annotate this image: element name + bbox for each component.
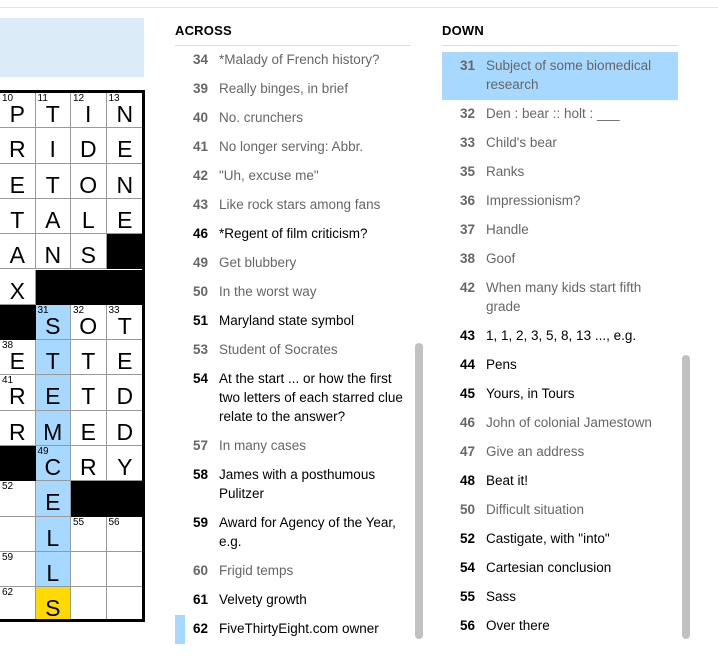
clue-number: 55 <box>459 588 475 604</box>
clue-number: 49 <box>192 254 208 270</box>
clue-text: *Regent of film criticism? <box>219 225 368 241</box>
grid-cell[interactable] <box>36 199 72 234</box>
across-clue-50[interactable] <box>175 278 411 307</box>
across-scrollbar[interactable] <box>415 343 423 639</box>
cell-letter: Y <box>117 454 133 480</box>
grid-cell-black <box>107 234 145 269</box>
across-clue-59[interactable] <box>175 509 411 557</box>
clue-text: Yours, in Tours <box>486 385 575 401</box>
clue-number: 46 <box>459 414 475 430</box>
cell-number: 10 <box>2 93 14 104</box>
cell-letter: I <box>49 136 56 163</box>
clue-number: 46 <box>192 225 208 241</box>
grid-cell[interactable] <box>71 305 107 340</box>
grid-cell-black <box>36 270 72 305</box>
grid-cell[interactable] <box>36 552 72 587</box>
down-clue-42[interactable] <box>442 274 678 322</box>
across-clue-62[interactable] <box>175 615 411 644</box>
clue-number: 42 <box>192 167 208 183</box>
clue-number: 44 <box>459 356 475 372</box>
cell-letter: R <box>8 383 26 410</box>
grid-cell[interactable] <box>36 446 72 481</box>
clue-number: 41 <box>192 138 208 154</box>
clue-text: Pens <box>486 356 517 372</box>
grid-cell[interactable] <box>36 128 72 163</box>
clue-number: 45 <box>459 385 475 401</box>
grid-cell[interactable] <box>71 199 107 234</box>
grid-cell[interactable] <box>71 164 107 199</box>
cell-letter: E <box>117 348 133 375</box>
cell-number: 59 <box>2 551 14 563</box>
down-clue-38[interactable] <box>442 245 678 274</box>
clue-text: Difficult situation <box>486 501 585 517</box>
grid-cell[interactable] <box>107 128 145 163</box>
clue-text: In many cases <box>219 437 307 453</box>
cell-letter: T <box>81 348 96 375</box>
current-clue-banner <box>0 18 144 77</box>
clue-number: 32 <box>459 105 475 121</box>
cell-number: 33 <box>108 304 120 316</box>
clue-text: Maryland state symbol <box>219 312 355 328</box>
cell-number: 31 <box>37 304 49 316</box>
clue-number: 43 <box>192 196 208 212</box>
grid-cell[interactable] <box>36 481 72 516</box>
down-clue-35[interactable] <box>442 158 678 187</box>
down-clue-36[interactable] <box>442 187 678 216</box>
cell-letter: T <box>45 348 60 375</box>
down-clue-46[interactable] <box>442 409 678 438</box>
clue-number: 51 <box>192 312 208 328</box>
grid-cell[interactable] <box>71 552 107 587</box>
cell-number: 52 <box>2 481 14 493</box>
clue-number: 38 <box>459 250 475 266</box>
clue-text: 1, 1, 2, 3, 5, 8, 13 ..., e.g. <box>486 327 637 343</box>
grid-cell[interactable] <box>107 93 145 128</box>
cell-number: 38 <box>2 340 14 352</box>
down-clue-45[interactable] <box>442 380 678 409</box>
grid-cell[interactable] <box>71 587 107 622</box>
across-clue-51[interactable] <box>175 307 411 336</box>
cell-letter: S <box>45 595 61 622</box>
clue-text: Get blubbery <box>219 254 297 270</box>
grid-cell-black <box>0 446 36 481</box>
grid-cell[interactable] <box>36 305 72 340</box>
grid-cell[interactable] <box>71 411 107 446</box>
down-clue-32[interactable] <box>442 100 678 129</box>
clue-number: 54 <box>459 559 475 575</box>
cell-letter: X <box>9 277 25 304</box>
clue-text: Handle <box>486 221 529 237</box>
cell-letter: E <box>9 348 25 375</box>
clue-number: 50 <box>192 283 208 299</box>
grid-cell[interactable] <box>0 128 36 163</box>
cell-letter: L <box>46 559 60 586</box>
down-clue-list <box>442 52 678 657</box>
clue-text: At the start ... or how the first two letters of each starred clue relate to the answer? <box>219 370 403 424</box>
down-clue-50[interactable] <box>442 496 678 525</box>
cell-number: 41 <box>2 375 14 387</box>
grid-cell[interactable] <box>0 375 36 410</box>
cell-letter: D <box>116 418 134 445</box>
cell-number: 11 <box>37 93 48 104</box>
cell-number: 12 <box>73 93 85 104</box>
across-clue-41[interactable] <box>175 133 411 162</box>
across-clue-34[interactable] <box>175 46 411 75</box>
grid-cell[interactable] <box>0 552 36 587</box>
grid-cell[interactable] <box>0 270 36 305</box>
grid-cell-black <box>107 481 145 516</box>
cell-number: 13 <box>108 93 120 104</box>
grid-cell[interactable] <box>0 411 36 446</box>
clue-text: Cartesian conclusion <box>486 559 612 575</box>
down-clue-48[interactable] <box>442 467 678 496</box>
cell-number: 62 <box>2 587 14 599</box>
grid-cell[interactable] <box>71 340 107 375</box>
cell-letter: N <box>116 101 134 127</box>
clue-number: 57 <box>192 437 208 453</box>
grid-cell[interactable] <box>71 128 107 163</box>
clue-text: Frigid temps <box>219 562 294 578</box>
grid-cell-black <box>71 270 107 305</box>
cell-letter: T <box>10 206 25 233</box>
clue-number: 43 <box>459 327 475 343</box>
clue-number: 53 <box>192 341 208 357</box>
crossword-grid <box>0 90 145 622</box>
cell-letter: E <box>80 418 96 445</box>
cell-letter: T <box>45 171 60 198</box>
cell-letter: L <box>46 524 60 551</box>
clue-text: When many kids start fifth grade <box>486 279 642 314</box>
cell-letter: C <box>44 454 62 480</box>
cell-letter: R <box>8 418 26 445</box>
clue-text: Child's bear <box>486 134 557 150</box>
across-clue-39[interactable] <box>175 75 411 104</box>
down-clue-44[interactable] <box>442 351 678 380</box>
cell-letter: A <box>9 242 25 269</box>
down-clue-43[interactable] <box>442 322 678 351</box>
grid-cell[interactable] <box>71 375 107 410</box>
grid-cell[interactable] <box>0 164 36 199</box>
cell-letter: T <box>117 312 132 339</box>
grid-cell[interactable] <box>36 164 72 199</box>
down-divider <box>442 45 678 46</box>
clue-text: Student of Socrates <box>219 341 338 357</box>
across-clue-list <box>175 46 411 651</box>
down-clue-37[interactable] <box>442 216 678 245</box>
cell-letter: E <box>9 171 25 198</box>
down-clue-56[interactable] <box>442 612 678 641</box>
clue-number: 48 <box>459 472 475 488</box>
grid-cell[interactable] <box>0 340 36 375</box>
across-clue-54[interactable] <box>175 365 411 432</box>
across-clue-57[interactable] <box>175 432 411 461</box>
down-clue-31[interactable] <box>442 52 678 100</box>
clue-text: Velvety growth <box>219 591 307 607</box>
clue-text: Really binges, in brief <box>219 80 349 96</box>
cell-letter: I <box>85 101 92 127</box>
grid-cell[interactable] <box>71 234 107 269</box>
clue-number: 52 <box>459 530 475 546</box>
clue-text: Den : bear :: holt : ___ <box>486 105 620 121</box>
grid-cell[interactable] <box>0 234 36 269</box>
clue-text: Over there <box>486 617 550 633</box>
grid-cell-black <box>71 481 107 516</box>
clue-number: 37 <box>459 221 475 237</box>
cell-letter: O <box>79 312 98 339</box>
cell-letter: E <box>117 136 133 163</box>
grid-cell[interactable] <box>107 587 145 622</box>
cell-letter: R <box>8 136 26 163</box>
cell-letter: L <box>81 206 95 233</box>
grid-cell[interactable] <box>0 517 36 552</box>
cell-letter: E <box>117 206 133 233</box>
down-clue-52[interactable] <box>442 525 678 554</box>
clue-text: Sass <box>486 588 517 604</box>
cell-letter: T <box>81 383 96 410</box>
cell-letter: R <box>79 454 97 480</box>
clue-number: 60 <box>192 562 208 578</box>
clue-number: 40 <box>192 109 208 125</box>
grid-cell[interactable] <box>36 234 72 269</box>
across-clue-53[interactable] <box>175 336 411 365</box>
grid-cell[interactable] <box>0 199 36 234</box>
down-clue-47[interactable] <box>442 438 678 467</box>
clue-text: Award for Agency of the Year, e.g. <box>219 514 396 549</box>
cell-letter: P <box>9 101 25 127</box>
clue-text: James with a posthumous Pulitzer <box>219 466 376 501</box>
clue-text: "Uh, excuse me" <box>219 167 319 183</box>
cell-letter: A <box>45 206 61 233</box>
grid-cell[interactable] <box>107 446 145 481</box>
clue-number: 56 <box>459 617 475 633</box>
grid-cell[interactable] <box>36 375 72 410</box>
grid-cell[interactable] <box>71 93 107 128</box>
grid-cell[interactable] <box>36 340 72 375</box>
clue-text: Castigate, with "into" <box>486 530 610 546</box>
cell-letter: E <box>45 383 61 410</box>
clue-number: 31 <box>459 57 475 73</box>
grid-cell[interactable] <box>107 375 145 410</box>
clue-text: Beat it! <box>486 472 529 488</box>
down-clue-33[interactable] <box>442 129 678 158</box>
clue-number: 34 <box>192 51 208 67</box>
clue-text: Give an address <box>486 443 585 459</box>
clue-number: 39 <box>192 80 208 96</box>
clue-text: *Malady of French history? <box>219 51 380 67</box>
grid-cell[interactable] <box>107 411 145 446</box>
grid-cell[interactable] <box>107 305 145 340</box>
across-clue-40[interactable] <box>175 104 411 133</box>
grid-cell[interactable] <box>107 164 145 199</box>
across-heading: ACROSS <box>175 23 232 38</box>
cell-letter: D <box>79 136 97 163</box>
clue-number: 33 <box>459 134 475 150</box>
clue-number: 50 <box>459 501 475 517</box>
down-clue-55[interactable] <box>442 583 678 612</box>
across-clue-49[interactable] <box>175 249 411 278</box>
clue-number: 47 <box>459 443 475 459</box>
cell-letter: S <box>80 242 96 269</box>
cell-number: 49 <box>37 446 49 457</box>
cell-letter: E <box>45 489 61 516</box>
clue-number: 59 <box>192 514 208 530</box>
grid-cell[interactable] <box>107 517 145 552</box>
clue-text: Ranks <box>486 163 525 179</box>
clue-number: 36 <box>459 192 475 208</box>
cell-number: 32 <box>73 304 85 316</box>
clue-number: 42 <box>459 279 475 295</box>
grid-cell[interactable] <box>36 517 72 552</box>
grid-cell[interactable] <box>107 199 145 234</box>
grid-cell[interactable] <box>107 340 145 375</box>
clue-number: 58 <box>192 466 208 482</box>
clue-number: 61 <box>192 591 208 607</box>
across-clue-58[interactable] <box>175 461 411 509</box>
grid-cell[interactable] <box>71 446 107 481</box>
cell-letter: N <box>44 242 62 269</box>
clue-text: No longer serving: Abbr. <box>219 138 364 154</box>
clue-number: 35 <box>459 163 475 179</box>
clue-text: John of colonial Jamestown <box>486 414 652 430</box>
cell-number: 55 <box>73 516 85 528</box>
across-clue-46[interactable] <box>175 220 411 249</box>
clue-text: No. crunchers <box>219 109 304 125</box>
cell-letter: N <box>116 171 134 198</box>
grid-cell[interactable] <box>107 552 145 587</box>
grid-cell[interactable] <box>36 587 72 622</box>
clue-number: 62 <box>192 620 208 636</box>
clue-text: Impressionism? <box>486 192 581 208</box>
clue-number: 54 <box>192 370 208 386</box>
clue-text: Goof <box>486 250 516 266</box>
cell-letter: O <box>79 171 98 198</box>
grid-cell[interactable] <box>0 481 36 516</box>
cell-letter: M <box>43 418 63 445</box>
grid-cell[interactable] <box>0 587 36 622</box>
cell-letter: D <box>116 383 134 410</box>
grid-cell-black <box>107 270 145 305</box>
across-clue-61[interactable] <box>175 586 411 615</box>
across-clue-42[interactable] <box>175 162 411 191</box>
clue-text: FiveThirtyEight.com owner <box>219 620 379 636</box>
grid-cell[interactable] <box>36 411 72 446</box>
top-divider <box>0 7 718 8</box>
clue-text: Like rock stars among fans <box>219 196 381 212</box>
grid-cell-black <box>0 305 36 340</box>
cell-letter: T <box>45 101 60 127</box>
grid-cell[interactable] <box>0 93 36 128</box>
down-heading: DOWN <box>442 23 484 38</box>
grid-cell[interactable] <box>36 93 72 128</box>
down-scrollbar[interactable] <box>682 355 690 639</box>
grid-cell[interactable] <box>71 517 107 552</box>
across-clue-43[interactable] <box>175 191 411 220</box>
down-clue-54[interactable] <box>442 554 678 583</box>
clue-text: Subject of some biomedical research <box>486 57 652 92</box>
clue-text: In the worst way <box>219 283 317 299</box>
cell-number: 56 <box>108 516 120 528</box>
across-clue-60[interactable] <box>175 557 411 586</box>
cell-letter: S <box>45 312 61 339</box>
